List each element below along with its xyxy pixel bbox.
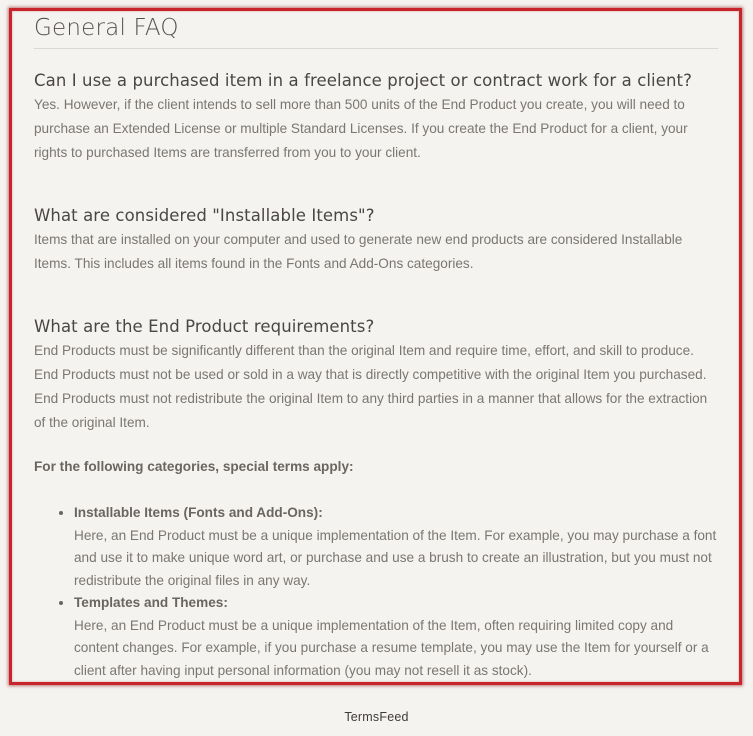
faq-answer-freelance: Yes. However, if the client intends to sell more than 500 units of the End Product you create, you will need to purchase an Extended License or multiple Standard Licenses. If you create the End Product for a client, your rights to purchased Items are transferred from you to your client. [34,97,688,160]
highlight-frame [9,8,742,685]
term-title-installable: • Installable Items (Fonts and Add-Ons): [74,505,323,520]
faq-answer-end-product: End Products must be significantly different than the original Item and require time, effort, and skill to produce. End Products must not be used or sold in a way that is directly competitive with the original Item you purchased. End Products must not redistribute the original Item to any third parties in a manner that allows for the extraction of the original Item. [34,343,708,430]
page-title: General FAQ [34,13,718,49]
faq-answer-installable: Items that are installed on your computer and used to generate new end products are considered Installable Items. This includes all items found in the Fonts and Add-Ons categories. [34,232,683,271]
list-item [74,592,718,682]
faq-question-end-product: What are the End Product requirements? [34,317,375,336]
term-title-templates: • Templates and Themes: [74,595,228,610]
faq-question-installable: What are considered "Installable Items"? [34,206,375,225]
term-body-templates: Here, an End Product must be a unique implementation of the Item, often requiring limited copy and content changes. For example, if you purchase a resume template, you may use the Item for yourself or a client after having input personal information (you may not resell it as stock). [74,617,709,678]
faq-content [34,11,718,682]
list-item [74,502,718,592]
faq-question-freelance: Can I use a purchased item in a freelance project or contract work for a client? [34,71,692,90]
footer-brand: TermsFeed [344,710,409,724]
special-terms-list [34,502,718,682]
special-terms-heading: For the following categories, special terms apply: [34,459,354,474]
term-body-installable: Here, an End Product must be a unique implementation of the Item. For example, you may purchase a font and use it to make unique word art, or purchase and use a brush to create an illustration, but you must not redistribute the original files in any way. [74,527,717,588]
